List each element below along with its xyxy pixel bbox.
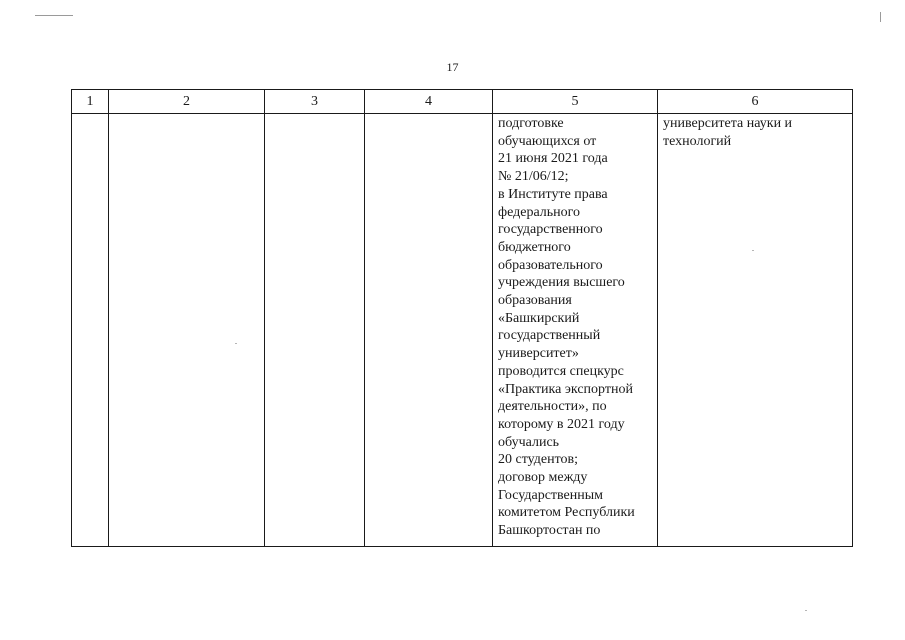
cell-text-col5: подготовке обучающихся от 21 июня 2021 года № 21/06/12; в Институте права федерального государственного бюджетного образовательного учреждения высшего образования «Башкирский государственный университет» проводится спецкурс «Практика экспортной деятельности», по которому в 2021 году обучались 20 студентов; договор между Государственным комитетом Республики Башкортостан по	[498, 116, 635, 539]
page-number: 17	[446, 60, 459, 74]
scan-artifact-dot	[805, 610, 807, 611]
column-header-1: 1	[72, 90, 109, 114]
cell-text-col6: университета науки и технологий	[663, 116, 793, 149]
table-cell-col6	[658, 114, 853, 547]
column-header-2: 2	[109, 90, 265, 114]
column-header-5: 5	[493, 90, 658, 114]
table-cell-col4	[365, 114, 493, 547]
table-cell-col5	[493, 114, 658, 547]
scan-artifact-line	[35, 15, 73, 16]
cell-text-col3	[265, 114, 364, 115]
document-table	[71, 89, 853, 547]
column-header-4: 4	[365, 90, 493, 114]
column-header-3: 3	[265, 90, 365, 114]
table-row	[72, 114, 853, 547]
cell-text-col2	[109, 114, 264, 115]
table-cell-col2	[109, 114, 265, 547]
table-header-row	[72, 90, 853, 114]
scan-artifact-tick	[880, 12, 881, 22]
table-cell-col1	[72, 114, 109, 547]
table-cell-col3	[265, 114, 365, 547]
column-header-6: 6	[658, 90, 853, 114]
cell-text-col4	[365, 114, 492, 115]
cell-text-col1	[72, 114, 108, 115]
